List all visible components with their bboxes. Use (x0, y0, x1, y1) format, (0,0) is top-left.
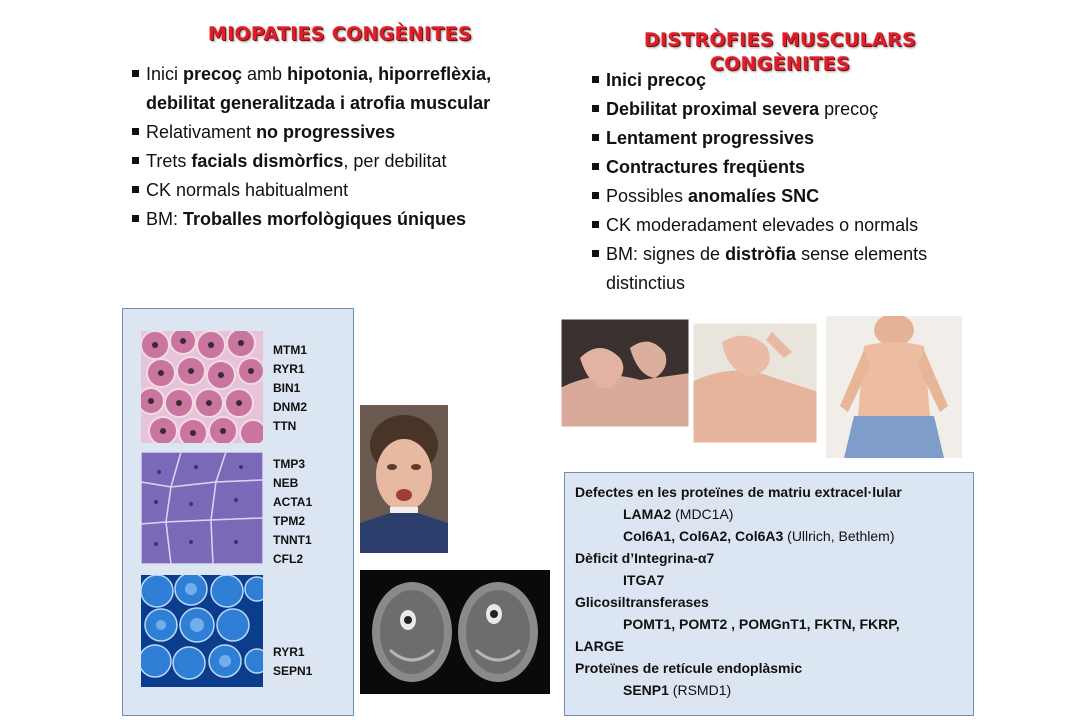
bullet-text: anomalíes SNC (688, 186, 820, 206)
gene-name: RYR1 (273, 645, 305, 659)
photo-hand-hyperlaxity (692, 322, 818, 444)
defect-gene-row (575, 503, 963, 525)
bullet-text: , per debilitat (343, 151, 447, 171)
defect-disease: (RSMD1) (668, 682, 732, 698)
bullet-text: Debilitat proximal severa (606, 99, 820, 119)
gene-name: NEB (273, 476, 299, 490)
photo-hand-contracture (560, 318, 690, 428)
bullet-text: Relativament (146, 122, 257, 142)
bullet-text: Inici precoç (606, 70, 707, 90)
gene-list-group-2 (273, 455, 312, 569)
dystrophy-bullet (592, 240, 942, 298)
bullet-text: amb (242, 64, 288, 84)
bullet-text: Inici (146, 64, 184, 84)
myopathy-gene-panel (122, 308, 354, 716)
gene-name: MTM1 (273, 343, 307, 357)
dystrophy-bullet (592, 211, 942, 240)
title-right-line2: CONGÈNITES (709, 53, 851, 75)
bullet-text: Troballes morfològiques úniques (183, 209, 467, 229)
defect-disease: (Ullrich, Bethlem) (783, 528, 895, 544)
myopathy-bullet (132, 176, 517, 205)
biopsy-image-nemaline (141, 452, 263, 564)
dystrophy-bullet (592, 182, 942, 211)
bullet-text: Trets (146, 151, 192, 171)
bullet-text: CK moderadament elevades o normals (606, 215, 919, 235)
photo-patient-face (360, 405, 448, 553)
dystrophy-bullet (592, 153, 942, 182)
myopathy-bullet (132, 205, 517, 234)
bullet-text: Contractures freqüents (606, 157, 806, 177)
gene-name: TNNT1 (273, 533, 312, 547)
defect-category: Glicosiltransferases (575, 594, 709, 610)
gene-name: TPM2 (273, 514, 306, 528)
defect-gene-row (575, 525, 963, 547)
defect-category: Defectes en les proteïnes de matriu extracel·lular (575, 484, 902, 500)
bullet-text: facials dismòrfics (191, 151, 344, 171)
bullet-text: Lentament progressives (606, 128, 815, 148)
bullet-text: precoç (819, 99, 879, 119)
gene-name: ACTA1 (273, 495, 313, 509)
title-right-line1: DISTRÒFIES MUSCULARS (643, 29, 917, 51)
gene-name: DNM2 (273, 400, 308, 414)
dystrophy-bullet (592, 95, 942, 124)
bullet-text: sense elements distinctius (606, 244, 928, 293)
defect-category: Proteïnes de retícule endoplàsmic (575, 660, 803, 676)
dystrophy-defects-panel (564, 472, 974, 716)
gene-list-group-3 (273, 643, 312, 681)
gene-name: SEPN1 (273, 664, 313, 678)
gene-name: TMP3 (273, 457, 306, 471)
gene-name: BIN1 (273, 381, 301, 395)
defect-gene-row (575, 613, 963, 635)
gene-name: CFL2 (273, 552, 303, 566)
defect-gene: SENP1 (623, 682, 669, 698)
myopathy-bullet (132, 118, 517, 147)
myopathy-bullet (132, 147, 517, 176)
biopsy-image-centronuclear (141, 331, 263, 443)
bullet-text: BM: (146, 209, 184, 229)
myopathy-bullet (132, 60, 517, 118)
bullet-text: precoç (183, 64, 243, 84)
defect-category: LARGE (575, 638, 624, 654)
defect-category: Dèficit d’Integrina-α7 (575, 550, 715, 566)
bullet-text: Possibles (606, 186, 689, 206)
dystrophy-bullet (592, 66, 942, 95)
myopathies-bullet-list (132, 60, 517, 234)
defect-disease: (MDC1A) (671, 506, 734, 522)
dystrophy-bullet (592, 124, 942, 153)
gene-name: TTN (273, 419, 297, 433)
photo-thigh-mri (360, 570, 550, 694)
bullet-text: hipotonia, hiporreflèxia, debilitat generalitzada i atrofia muscular (146, 64, 492, 113)
gene-list-group-1 (273, 341, 307, 436)
bullet-text: BM: signes de (606, 244, 726, 264)
dystrophies-bullet-list (592, 66, 942, 298)
photo-child-torso (826, 316, 962, 458)
bullet-text: distròfia (725, 244, 797, 264)
bullet-text: CK normals habitualment (146, 180, 349, 200)
biopsy-image-central-core (141, 575, 263, 687)
bullet-text: no progressives (256, 122, 396, 142)
title-congenital-myopathies: MIOPATIES CONGÈNITES (207, 23, 472, 45)
defect-gene: LAMA2 (623, 506, 672, 522)
gene-name: RYR1 (273, 362, 305, 376)
defect-gene-row (575, 569, 963, 591)
defect-gene: ITGA7 (623, 572, 665, 588)
defect-gene-row (575, 679, 963, 701)
defect-gene: POMT1, POMT2 , POMGnT1, FKTN, FKRP, (623, 616, 900, 632)
defect-gene: Col6A1, Col6A2, Col6A3 (623, 528, 784, 544)
